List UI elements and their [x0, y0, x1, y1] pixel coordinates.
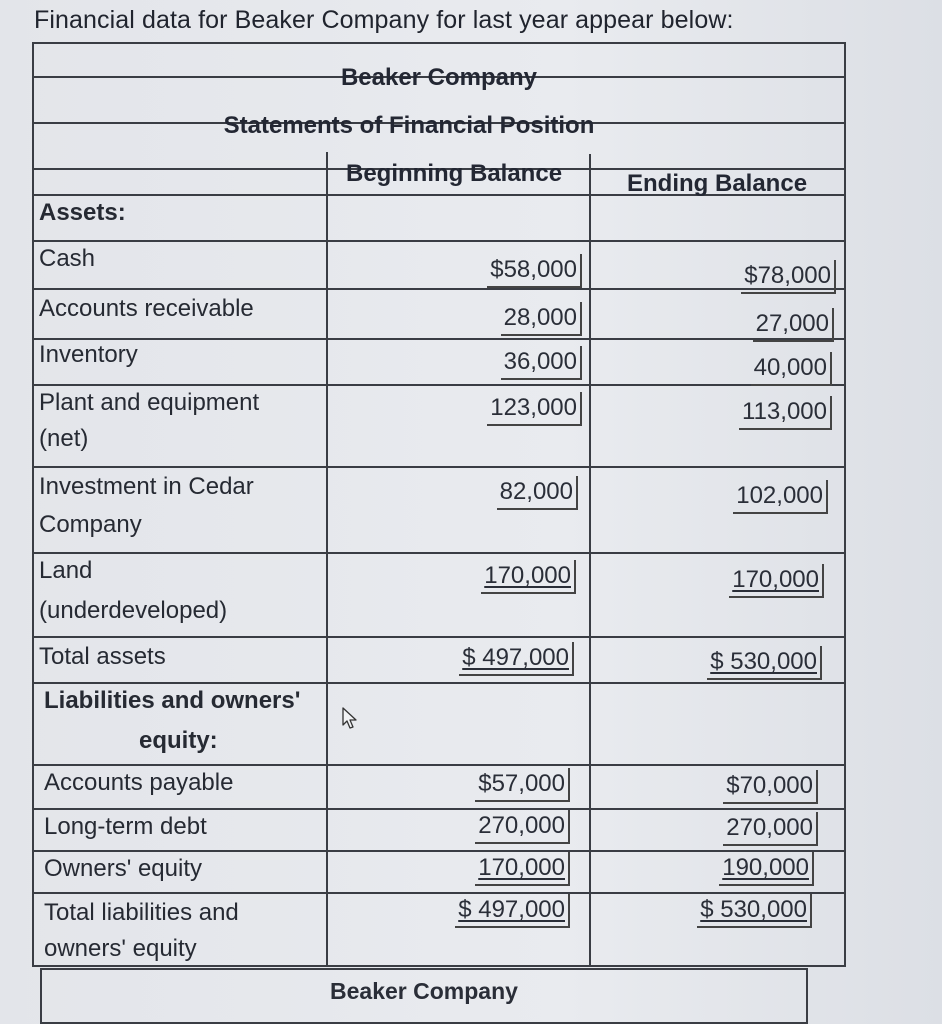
cash-beginning: $58,000	[487, 254, 582, 288]
total-assets-label: Total assets	[39, 643, 166, 670]
mouse-pointer-icon	[340, 706, 360, 730]
investment-label-line1: Investment in Cedar	[39, 473, 254, 500]
cash-label: Cash	[39, 245, 96, 272]
plant-ending: 113,000	[739, 396, 832, 430]
next-statement-box	[40, 968, 808, 1024]
plant-label-line2: (net)	[39, 425, 89, 452]
column-divider	[589, 154, 591, 967]
investment-beginning: 82,000	[497, 476, 578, 510]
total-liabilities-beginning: $ 497,000	[455, 894, 570, 928]
intro-text: Financial data for Beaker Company for last year appear below:	[34, 6, 734, 34]
land-label-line1: Land	[39, 557, 93, 584]
total-assets-beginning: $ 497,000	[459, 642, 574, 676]
statement-title: Statements of Financial Position	[223, 112, 595, 139]
land-ending: 170,000	[729, 564, 824, 598]
total-liabilities-label-line1: Total liabilities and	[44, 899, 239, 926]
accounts-receivable-ending: 27,000	[753, 308, 834, 342]
rule	[34, 552, 844, 554]
accounts-receivable-beginning: 28,000	[501, 302, 582, 336]
accounts-payable-beginning: $57,000	[475, 768, 570, 802]
long-term-debt-label: Long-term debt	[44, 813, 207, 840]
total-assets-ending: $ 530,000	[707, 646, 822, 680]
financial-position-table	[32, 42, 846, 967]
ending-balance-header: Ending Balance	[627, 170, 808, 197]
accounts-payable-ending: $70,000	[723, 770, 818, 804]
beginning-balance-header: Beginning Balance	[346, 160, 563, 187]
rule	[34, 338, 844, 340]
inventory-ending: 40,000	[751, 352, 832, 386]
liabilities-heading-line2: equity:	[139, 727, 218, 754]
rule	[34, 240, 844, 242]
land-label-line2: (underdeveloped)	[39, 597, 228, 624]
accounts-receivable-label: Accounts receivable	[39, 295, 254, 322]
long-term-debt-ending: 270,000	[723, 812, 818, 846]
plant-beginning: 123,000	[487, 392, 582, 426]
investment-ending: 102,000	[733, 480, 828, 514]
company-title: Beaker Company	[340, 64, 538, 91]
next-statement-title: Beaker Company	[330, 978, 518, 1004]
cash-ending: $78,000	[741, 260, 836, 294]
total-liabilities-ending: $ 530,000	[697, 894, 812, 928]
assets-heading: Assets:	[39, 199, 126, 226]
plant-label-line1: Plant and equipment	[39, 389, 260, 416]
inventory-label: Inventory	[39, 341, 138, 368]
total-liabilities-label-line2: owners' equity	[44, 935, 197, 962]
inventory-beginning: 36,000	[501, 346, 582, 380]
long-term-debt-beginning: 270,000	[475, 810, 570, 844]
liabilities-heading-line1: Liabilities and owners'	[44, 687, 301, 714]
accounts-payable-label: Accounts payable	[44, 769, 234, 796]
investment-label-line2: Company	[39, 511, 142, 538]
column-divider	[326, 152, 328, 967]
owners-equity-label: Owners' equity	[44, 855, 202, 882]
owners-equity-beginning: 170,000	[475, 852, 570, 886]
land-beginning: 170,000	[481, 560, 576, 594]
owners-equity-ending: 190,000	[719, 852, 814, 886]
